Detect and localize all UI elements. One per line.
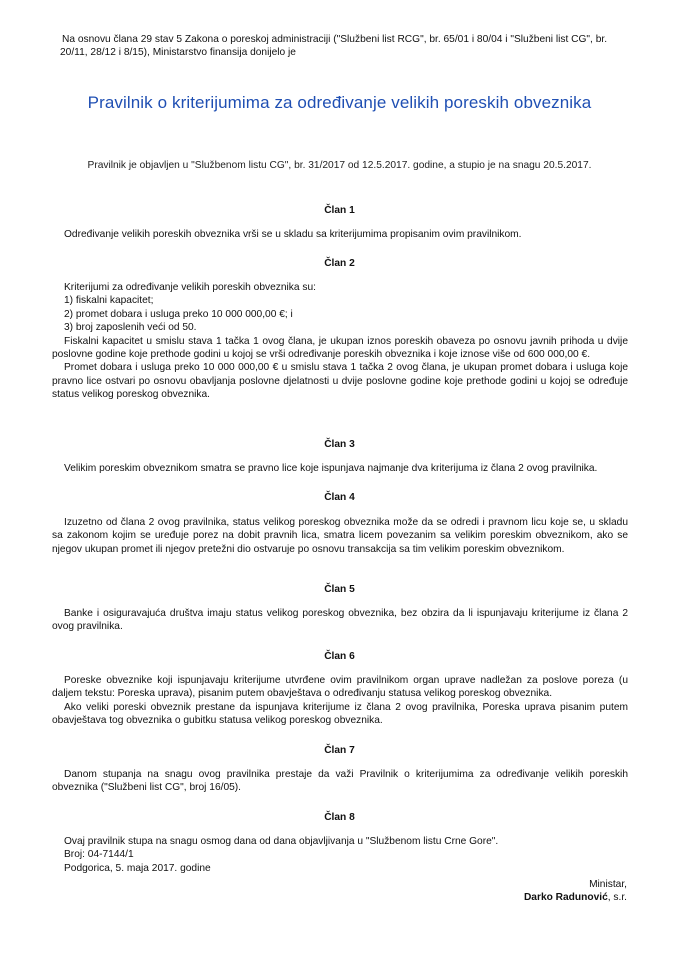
clan-8-body [52,835,628,875]
clan-4-paragraph: Izuzetno od člana 2 ovog pravilnika, status velikog poreskog obveznika može da se odredi i pravnom licu koje se, u skladu sa zakonom kojim se uređuje porez na dobit pravnih lica, smatra licem povezanim sa velikim poreskim obveznikom, ako se njegov ukupan promet ili njegov pretežni dio ostvaruje po osnovu transakcija sa tim velikim poreskim obveznikom. [52,517,628,555]
clan-2-item-1: 1) fiskalni kapacitet; [64,295,154,307]
publication-note: Pravilnik je objavljen u "Službenom listu CG", br. 31/2017 od 12.5.2017. godine, a stupio je na snagu 20.5.2017. [87,160,592,171]
clan-7-paragraph: Danom stupanja na snagu ovog pravilnika prestaje da važi Pravilnik o kriterijumima za određivanje velikih poreskih obveznika ("Službeni list CG", broj 16/05). [52,769,628,794]
clan-6-paragraph-2: Ako veliki poreski obveznik prestane da ispunjava kriterijume iz člana 2 ovog pravilnika, Poreska uprava pisanim putem obavještava tog obveznika o gubitku statusa velikog poreskog obveznika. [52,701,628,727]
clan-7-heading: Član 7 [324,745,355,756]
clan-8-paragraph: Ovaj pravilnik stupa na snagu osmog dana od dana objavljivanja u "Službenom listu Crne Gore". [64,836,499,847]
signature-block [524,878,627,905]
clan-1-heading: Član 1 [324,205,355,216]
document-number: Broj: 04-7144/1 [64,849,134,861]
clan-5-paragraph: Banke i osiguravajuća društva imaju status velikog poreskog obveznika, bez obzira da li ispunjavaju kriterijume iz člana 2 ovog pravilnika. [52,608,628,633]
clan-6-paragraph-1: Poreske obveznike koji ispunjavaju kriterijume utvrđene ovim pravilnikom organ uprave nadležan za poslove poreza (u daljem tekstu: Poreska uprava), pisanim putem obavještava o određivanju statusa velikog poreskog obveznika. [52,675,628,700]
clan-6-heading: Član 6 [324,651,355,662]
clan-2-body [52,281,628,402]
document-title: Pravilnik o kriterijumima za određivanje velikih poreskih obveznika [87,93,592,112]
clan-5-heading: Član 5 [324,584,355,595]
clan-7-body [52,768,628,795]
clan-6-body [52,674,628,728]
clan-3-body [52,462,628,475]
clan-2-intro: Kriterijumi za određivanje velikih poreskih obveznika su: [64,282,316,293]
clan-8-heading: Član 8 [324,812,355,823]
clan-3-paragraph: Velikim poreskim obveznikom smatra se pravno lice koje ispunjava najmanje dva kriterijuma iz člana 2 ovog pravilnika. [64,463,598,474]
clan-2-heading: Član 2 [324,258,355,269]
clan-2-item-3: 3) broj zaposlenih veći od 50. [64,322,197,334]
clan-2-paragraph-2: Fiskalni kapacitet u smislu stava 1 tačka 1 ovog člana, je ukupan iznos poreskih obaveza po osnovu javnih prihoda u dvije poslovne godine koje prethode godini u kojoj se vrši određivanje poreskih obveznika i koje iznose više od 600 000,00 €. [52,335,628,361]
signature-suffix: , s.r. [607,892,627,904]
signature-name: Darko Radunović [523,892,608,904]
signature-role: Ministar, [589,879,627,890]
clan-2-paragraph-3: Promet dobara i usluga preko 10 000 000,00 € u smislu stava 1 tačka 2 ovog člana, je ukupan promet dobara i usluga koje pravno lice ostvari po osnovu obavljanja poslovne djelatnosti u dvije poslovne godine koje prethode godini u kojoj se određuje status velikog poreskog obveznika. [52,362,628,401]
signature-line [524,891,627,904]
place-and-date: Podgorica, 5. maja 2017. godine [64,862,211,874]
clan-1-paragraph: Određivanje velikih poreskih obveznika vrši se u skladu sa kriterijumima propisanim ovim pravilnikom. [64,229,522,240]
clan-4-body [52,516,628,556]
preamble: Na osnovu člana 29 stav 5 Zakona o poreskoj administraciji ("Službeni list RCG", br. 65/01 i 80/04 i "Službeni list CG", br. 20/11, 28/12 i 8/15), Ministarstvo finansija donijelo je [60,34,608,59]
clan-4-heading: Član 4 [324,492,355,503]
clan-3-heading: Član 3 [324,439,355,450]
clan-2-item-2: 2) promet dobara i usluga preko 10 000 000,00 €; i [64,308,293,320]
clan-5-body [52,607,628,634]
clan-1-body [52,228,628,241]
